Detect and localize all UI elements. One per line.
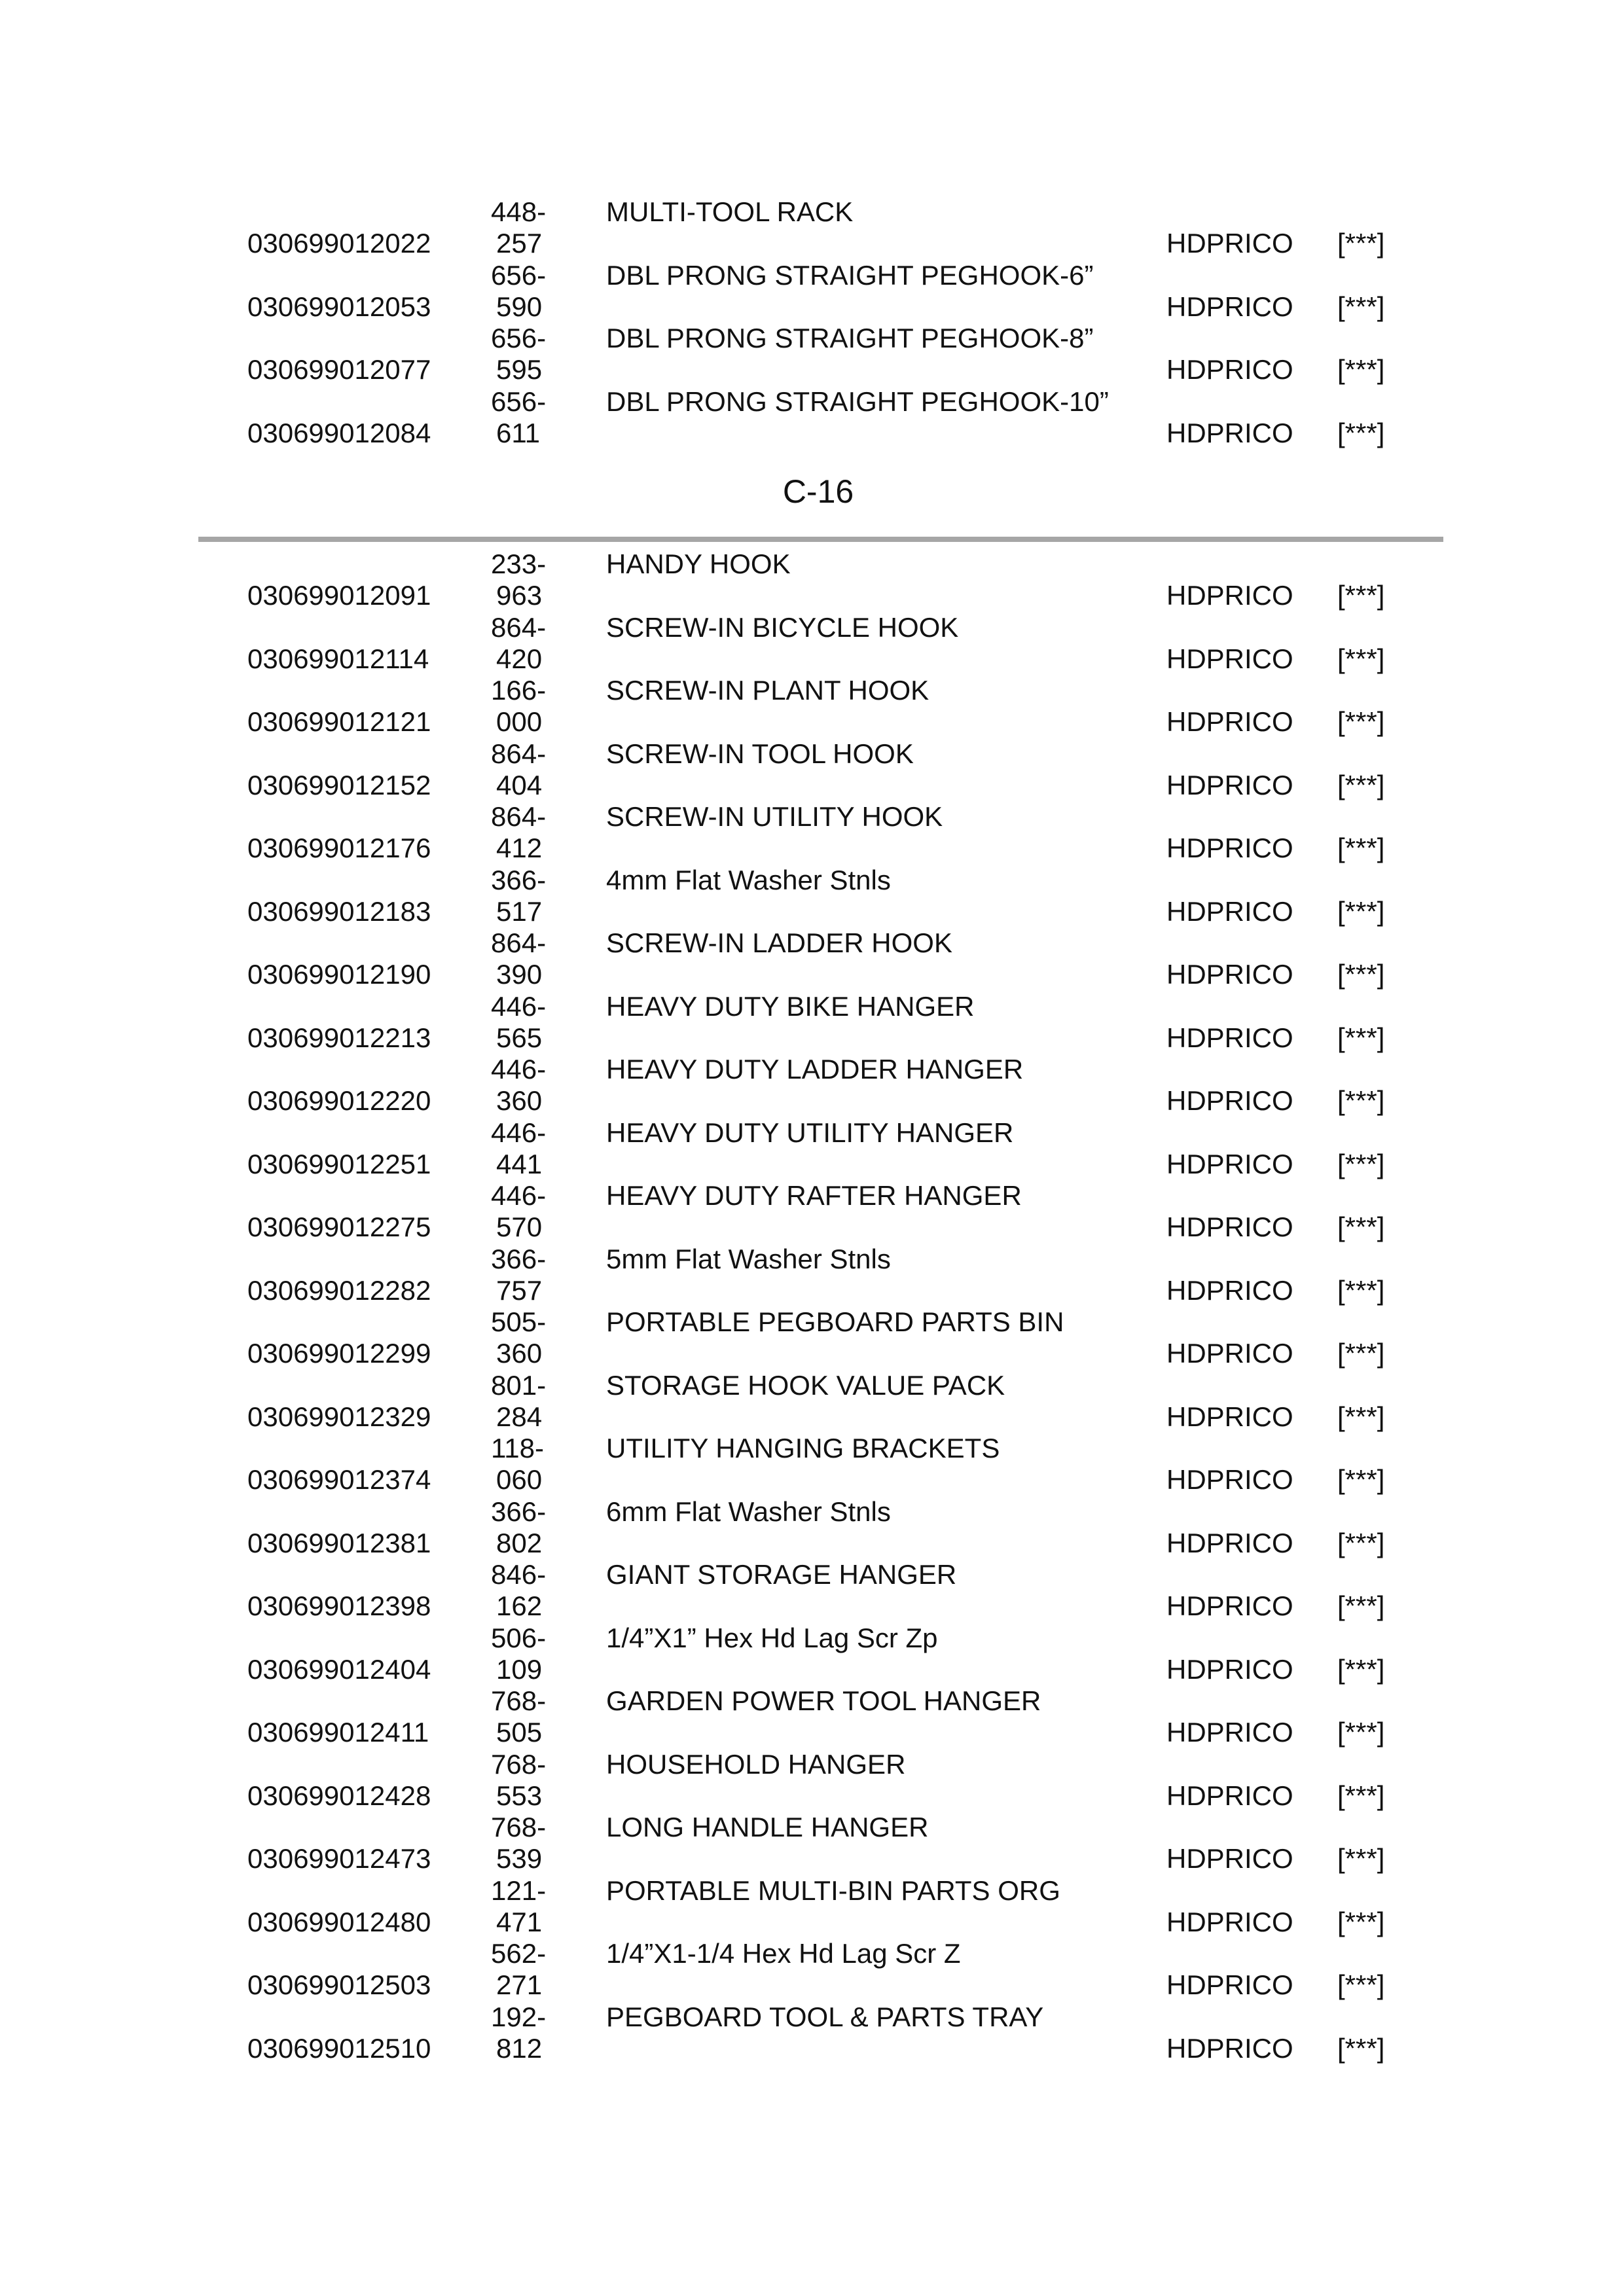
item-description: PEGBOARD TOOL & PARTS TRAY <box>606 2001 1044 2032</box>
item-code-suffix: 412 <box>496 833 543 863</box>
item-code-prefix: 801- <box>491 1369 547 1401</box>
item-upc: 030699012473 <box>247 1843 431 1874</box>
item-code-prefix: 446- <box>491 990 547 1022</box>
item-vendor: HDPRICO <box>1166 1085 1293 1116</box>
item-code-prefix: 506- <box>491 1622 547 1653</box>
item-vendor: HDPRICO <box>1166 1969 1293 2000</box>
item-price: [***] <box>1337 1085 1385 1116</box>
item-price: [***] <box>1337 1906 1385 1937</box>
item-vendor: HDPRICO <box>1166 959 1293 990</box>
table-row <box>0 865 1624 928</box>
item-vendor: HDPRICO <box>1166 1022 1293 1053</box>
item-upc: 030699012176 <box>247 833 431 863</box>
item-vendor: HDPRICO <box>1166 354 1293 385</box>
item-upc: 030699012510 <box>247 2032 431 2064</box>
item-code-prefix: 656- <box>491 386 547 417</box>
item-code-prefix: 166- <box>491 675 547 706</box>
item-code-suffix: 390 <box>496 959 543 990</box>
item-price: [***] <box>1337 895 1385 927</box>
item-upc: 030699012329 <box>247 1401 431 1432</box>
item-upc: 030699012251 <box>247 1148 431 1179</box>
item-price: [***] <box>1337 1464 1385 1495</box>
item-description: 6mm Flat Washer Stnls <box>606 1496 891 1527</box>
item-vendor: HDPRICO <box>1166 417 1293 448</box>
item-upc: 030699012022 <box>247 228 431 259</box>
item-upc: 030699012183 <box>247 895 431 927</box>
item-vendor: HDPRICO <box>1166 706 1293 737</box>
item-vendor: HDPRICO <box>1166 1338 1293 1369</box>
item-code-prefix: 562- <box>491 1938 547 1969</box>
item-upc: 030699012428 <box>247 1780 431 1811</box>
item-code-suffix: 257 <box>496 228 543 259</box>
item-price: [***] <box>1337 643 1385 674</box>
item-vendor: HDPRICO <box>1166 1148 1293 1179</box>
item-price: [***] <box>1337 833 1385 863</box>
item-code-prefix: 366- <box>491 864 547 895</box>
item-price: [***] <box>1337 769 1385 800</box>
item-code-suffix: 590 <box>496 291 543 322</box>
table-row <box>0 991 1624 1054</box>
item-description: DBL PRONG STRAIGHT PEGHOOK-10” <box>606 386 1109 417</box>
item-description: 5mm Flat Washer Stnls <box>606 1243 891 1274</box>
item-upc: 030699012503 <box>247 1969 431 2000</box>
table-row <box>0 1117 1624 1181</box>
item-upc: 030699012299 <box>247 1338 431 1369</box>
item-list-bottom <box>0 548 1624 2064</box>
item-vendor: HDPRICO <box>1166 291 1293 322</box>
item-vendor: HDPRICO <box>1166 833 1293 863</box>
table-row <box>0 323 1624 386</box>
item-code-prefix: 448- <box>491 196 547 227</box>
item-code-prefix: 768- <box>491 1685 547 1716</box>
item-code-suffix: 812 <box>496 2032 543 2064</box>
item-price: [***] <box>1337 417 1385 448</box>
item-upc: 030699012121 <box>247 706 431 737</box>
item-code-prefix: 864- <box>491 927 547 958</box>
item-description: SCREW-IN BICYCLE HOOK <box>606 611 959 643</box>
item-price: [***] <box>1337 1148 1385 1179</box>
item-price: [***] <box>1337 580 1385 611</box>
item-price: [***] <box>1337 1653 1385 1685</box>
table-row <box>0 1306 1624 1370</box>
item-code-suffix: 000 <box>496 706 543 737</box>
item-vendor: HDPRICO <box>1166 2032 1293 2064</box>
item-code-prefix: 864- <box>491 801 547 832</box>
table-row <box>0 1559 1624 1623</box>
table-row <box>0 1433 1624 1496</box>
item-price: [***] <box>1337 291 1385 322</box>
page-divider <box>198 537 1443 542</box>
item-code-prefix: 118- <box>491 1433 544 1463</box>
item-description: PORTABLE PEGBOARD PARTS BIN <box>606 1306 1064 1337</box>
item-vendor: HDPRICO <box>1166 895 1293 927</box>
item-code-suffix: 570 <box>496 1211 543 1242</box>
item-upc: 030699012411 <box>247 1717 429 1748</box>
item-description: HEAVY DUTY RAFTER HANGER <box>606 1180 1022 1211</box>
item-vendor: HDPRICO <box>1166 1717 1293 1748</box>
item-code-prefix: 446- <box>491 1180 547 1211</box>
item-vendor: HDPRICO <box>1166 1653 1293 1685</box>
item-list-top <box>0 196 1624 449</box>
item-description: MULTI-TOOL RACK <box>606 196 854 227</box>
item-vendor: HDPRICO <box>1166 643 1293 674</box>
item-description: GIANT STORAGE HANGER <box>606 1559 957 1590</box>
item-vendor: HDPRICO <box>1166 1274 1293 1306</box>
item-code-prefix: 864- <box>491 738 547 769</box>
item-vendor: HDPRICO <box>1166 769 1293 800</box>
item-code-suffix: 471 <box>496 1906 543 1937</box>
item-description: 4mm Flat Washer Stnls <box>606 864 891 895</box>
item-price: [***] <box>1337 1590 1385 1621</box>
item-vendor: HDPRICO <box>1166 1590 1293 1621</box>
table-row <box>0 548 1624 612</box>
table-row <box>0 738 1624 802</box>
item-code-prefix: 656- <box>491 323 547 353</box>
item-description: HANDY HOOK <box>606 548 791 579</box>
item-code-suffix: 611 <box>496 417 540 448</box>
item-code-suffix: 963 <box>496 580 543 611</box>
item-description: SCREW-IN LADDER HOOK <box>606 927 952 958</box>
item-code-suffix: 060 <box>496 1464 543 1495</box>
item-code-suffix: 539 <box>496 1843 543 1874</box>
item-price: [***] <box>1337 706 1385 737</box>
item-price: [***] <box>1337 1527 1385 1558</box>
item-price: [***] <box>1337 1022 1385 1053</box>
item-description: HEAVY DUTY LADDER HANGER <box>606 1054 1024 1085</box>
item-code-suffix: 505 <box>496 1717 543 1748</box>
table-row <box>0 1496 1624 1560</box>
item-code-suffix: 553 <box>496 1780 543 1811</box>
item-price: [***] <box>1337 354 1385 385</box>
item-price: [***] <box>1337 1338 1385 1369</box>
item-upc: 030699012480 <box>247 1906 431 1937</box>
item-code-prefix: 366- <box>491 1243 547 1274</box>
item-price: [***] <box>1337 1211 1385 1242</box>
table-row <box>0 1685 1624 1749</box>
item-vendor: HDPRICO <box>1166 1527 1293 1558</box>
item-upc: 030699012084 <box>247 417 431 448</box>
item-price: [***] <box>1337 1274 1385 1306</box>
item-description: SCREW-IN TOOL HOOK <box>606 738 914 769</box>
item-code-suffix: 441 <box>496 1148 543 1179</box>
item-code-prefix: 505- <box>491 1306 547 1337</box>
item-upc: 030699012275 <box>247 1211 431 1242</box>
item-code-suffix: 271 <box>496 1969 543 2000</box>
item-price: [***] <box>1337 1843 1385 1874</box>
item-price: [***] <box>1337 1717 1385 1748</box>
item-description: 1/4”X1” Hex Hd Lag Scr Zp <box>606 1622 938 1653</box>
table-row <box>0 1938 1624 2001</box>
item-upc: 030699012374 <box>247 1464 431 1495</box>
item-upc: 030699012152 <box>247 769 431 800</box>
table-row <box>0 1623 1624 1686</box>
item-vendor: HDPRICO <box>1166 1780 1293 1811</box>
item-code-suffix: 517 <box>496 895 543 927</box>
item-code-suffix: 360 <box>496 1338 543 1369</box>
item-description: HEAVY DUTY UTILITY HANGER <box>606 1117 1014 1148</box>
item-price: [***] <box>1337 959 1385 990</box>
item-description: PORTABLE MULTI-BIN PARTS ORG <box>606 1874 1060 1906</box>
item-vendor: HDPRICO <box>1166 580 1293 611</box>
item-description: GARDEN POWER TOOL HANGER <box>606 1685 1041 1716</box>
item-price: [***] <box>1337 228 1385 259</box>
item-price: [***] <box>1337 1401 1385 1432</box>
item-code-suffix: 109 <box>496 1653 543 1685</box>
item-upc: 030699012091 <box>247 580 431 611</box>
item-description: HEAVY DUTY BIKE HANGER <box>606 990 975 1022</box>
item-code-suffix: 565 <box>496 1022 543 1053</box>
item-price: [***] <box>1337 2032 1385 2064</box>
item-upc: 030699012077 <box>247 354 431 385</box>
table-row <box>0 260 1624 323</box>
item-upc: 030699012398 <box>247 1590 431 1621</box>
item-vendor: HDPRICO <box>1166 1906 1293 1937</box>
item-upc: 030699012404 <box>247 1653 431 1685</box>
item-price: [***] <box>1337 1780 1385 1811</box>
item-code-prefix: 192- <box>491 2001 547 2032</box>
item-upc: 030699012381 <box>247 1527 431 1558</box>
item-code-prefix: 121- <box>491 1874 547 1906</box>
item-code-suffix: 360 <box>496 1085 543 1116</box>
item-description: SCREW-IN UTILITY HOOK <box>606 801 943 832</box>
item-code-suffix: 757 <box>496 1274 543 1306</box>
table-row <box>0 927 1624 991</box>
table-row <box>0 2001 1624 2065</box>
item-upc: 030699012282 <box>247 1274 431 1306</box>
item-code-suffix: 595 <box>496 354 543 385</box>
item-description: UTILITY HANGING BRACKETS <box>606 1433 1000 1463</box>
item-upc: 030699012220 <box>247 1085 431 1116</box>
table-row <box>0 1812 1624 1875</box>
item-code-suffix: 284 <box>496 1401 543 1432</box>
item-description: HOUSEHOLD HANGER <box>606 1748 906 1780</box>
item-upc: 030699012213 <box>247 1022 431 1053</box>
item-code-prefix: 768- <box>491 1748 547 1780</box>
table-row <box>0 196 1624 260</box>
item-code-prefix: 864- <box>491 611 547 643</box>
item-code-prefix: 656- <box>491 259 547 291</box>
item-code-prefix: 768- <box>491 1812 547 1842</box>
table-row <box>0 1244 1624 1307</box>
table-row <box>0 1370 1624 1433</box>
item-vendor: HDPRICO <box>1166 1843 1293 1874</box>
item-description: LONG HANDLE HANGER <box>606 1812 929 1842</box>
item-vendor: HDPRICO <box>1166 1464 1293 1495</box>
item-code-prefix: 446- <box>491 1054 547 1085</box>
table-row <box>0 1180 1624 1244</box>
item-code-suffix: 420 <box>496 643 543 674</box>
item-code-suffix: 162 <box>496 1590 543 1621</box>
item-code-prefix: 233- <box>491 548 547 579</box>
item-description: DBL PRONG STRAIGHT PEGHOOK-6” <box>606 259 1094 291</box>
item-code-prefix: 366- <box>491 1496 547 1527</box>
table-row <box>0 675 1624 738</box>
item-upc: 030699012114 <box>247 643 429 674</box>
item-upc: 030699012190 <box>247 959 431 990</box>
item-description: SCREW-IN PLANT HOOK <box>606 675 929 706</box>
item-code-prefix: 446- <box>491 1117 547 1148</box>
item-price: [***] <box>1337 1969 1385 2000</box>
item-code-prefix: 846- <box>491 1559 547 1590</box>
item-vendor: HDPRICO <box>1166 228 1293 259</box>
item-upc: 030699012053 <box>247 291 431 322</box>
item-vendor: HDPRICO <box>1166 1211 1293 1242</box>
item-description: DBL PRONG STRAIGHT PEGHOOK-8” <box>606 323 1094 353</box>
table-row <box>0 1749 1624 1812</box>
item-vendor: HDPRICO <box>1166 1401 1293 1432</box>
table-row <box>0 1875 1624 1939</box>
page-label: C-16 <box>782 473 854 510</box>
item-description: STORAGE HOOK VALUE PACK <box>606 1369 1005 1401</box>
table-row <box>0 612 1624 675</box>
item-code-suffix: 802 <box>496 1527 543 1558</box>
table-row <box>0 386 1624 450</box>
table-row <box>0 801 1624 865</box>
item-description: 1/4”X1-1/4 Hex Hd Lag Scr Z <box>606 1938 961 1969</box>
table-row <box>0 1054 1624 1117</box>
item-code-suffix: 404 <box>496 769 543 800</box>
